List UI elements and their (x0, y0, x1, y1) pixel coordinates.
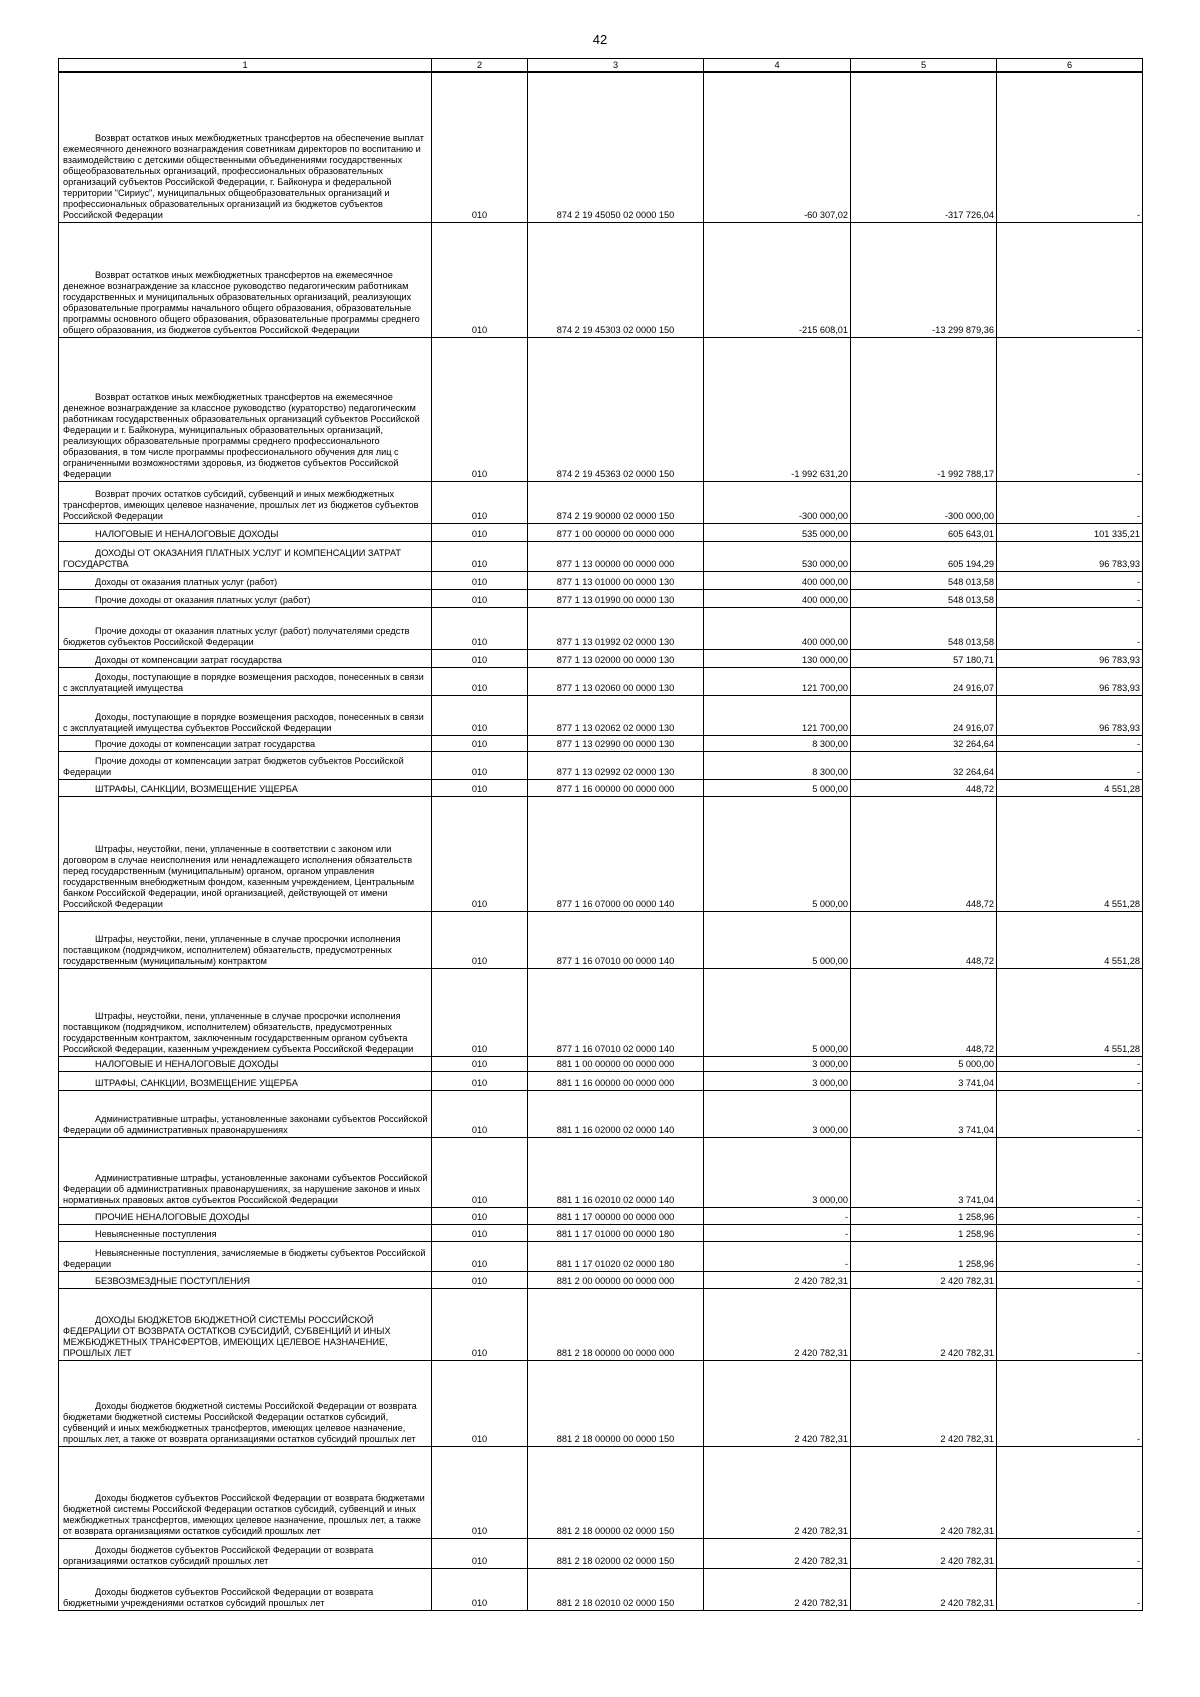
row-value-col4: 3 000,00 (704, 1137, 851, 1207)
row-value-col6: - (997, 571, 1143, 589)
row-value-col4: 2 420 782,31 (704, 1446, 851, 1538)
row-line-code: 010 (432, 523, 528, 541)
column-header-6: 6 (997, 59, 1143, 73)
row-value-col6: - (997, 222, 1143, 337)
row-budget-code: 881 1 17 01000 00 0000 180 (528, 1224, 704, 1241)
row-budget-code: 881 1 17 00000 00 0000 000 (528, 1207, 704, 1224)
row-value-col4: 2 420 782,31 (704, 1288, 851, 1360)
row-description: Доходы бюджетов субъектов Российской Федерации от возврата организациями остатков субсидий прошлых лет (59, 1538, 432, 1568)
row-description: ДОХОДЫ БЮДЖЕТОВ БЮДЖЕТНОЙ СИСТЕМЫ РОССИЙСКОЙ ФЕДЕРАЦИИ ОТ ВОЗВРАТА ОСТАТКОВ СУБСИДИЙ, СУБВЕНЦИЙ И ИНЫХ МЕЖБЮДЖЕТНЫХ ТРАНСФЕРТОВ, ИМЕЮЩИХ ЦЕЛЕВОЕ НАЗНАЧЕНИЕ, ПРОШЛЫХ ЛЕТ (59, 1288, 432, 1360)
row-value-col5: 605 643,01 (851, 523, 997, 541)
row-line-code: 010 (432, 911, 528, 968)
row-line-code: 010 (432, 968, 528, 1056)
row-value-col5: 2 420 782,31 (851, 1538, 997, 1568)
table-row (59, 779, 1143, 796)
table-row (59, 751, 1143, 779)
row-value-col4: 400 000,00 (704, 607, 851, 649)
row-line-code: 010 (432, 337, 528, 481)
row-value-col6: 4 551,28 (997, 779, 1143, 796)
row-value-col5: 1 258,96 (851, 1241, 997, 1271)
row-description: Прочие доходы от компенсации затрат государства (59, 735, 432, 751)
row-budget-code: 881 1 16 02000 02 0000 140 (528, 1090, 704, 1137)
table-row (59, 735, 1143, 751)
row-line-code: 010 (432, 1071, 528, 1090)
table-row (59, 589, 1143, 607)
row-value-col5: 448,72 (851, 968, 997, 1056)
row-budget-code: 877 1 16 07000 00 0000 140 (528, 796, 704, 911)
row-description: Доходы от оказания платных услуг (работ) (59, 571, 432, 589)
row-budget-code: 881 1 00 00000 00 0000 000 (528, 1056, 704, 1071)
row-value-col4: 400 000,00 (704, 571, 851, 589)
row-description: ПРОЧИЕ НЕНАЛОГОВЫЕ ДОХОДЫ (59, 1207, 432, 1224)
row-budget-code: 881 1 16 02010 02 0000 140 (528, 1137, 704, 1207)
row-description: Доходы, поступающие в порядке возмещения расходов, понесенных в связи с эксплуатацией имущества (59, 667, 432, 695)
row-budget-code: 877 1 16 00000 00 0000 000 (528, 779, 704, 796)
row-line-code: 010 (432, 1224, 528, 1241)
row-description: НАЛОГОВЫЕ И НЕНАЛОГОВЫЕ ДОХОДЫ (59, 523, 432, 541)
row-description: ШТРАФЫ, САНКЦИИ, ВОЗМЕЩЕНИЕ УЩЕРБА (59, 1071, 432, 1090)
table-row (59, 523, 1143, 541)
row-value-col5: 548 013,58 (851, 607, 997, 649)
row-budget-code: 874 2 19 45303 02 0000 150 (528, 222, 704, 337)
row-value-col6: - (997, 1071, 1143, 1090)
table-row (59, 1056, 1143, 1071)
row-description: Прочие доходы от оказания платных услуг (работ) (59, 589, 432, 607)
row-line-code: 010 (432, 481, 528, 523)
row-value-col6: - (997, 1224, 1143, 1241)
row-value-col4: 5 000,00 (704, 911, 851, 968)
row-value-col5: -300 000,00 (851, 481, 997, 523)
table-row (59, 337, 1143, 481)
table-row (59, 1241, 1143, 1271)
row-value-col6: - (997, 1538, 1143, 1568)
row-value-col5: 2 420 782,31 (851, 1288, 997, 1360)
row-value-col5: 1 258,96 (851, 1224, 997, 1241)
row-description: Доходы бюджетов бюджетной системы Российской Федерации от возврата бюджетами бюджетной системы Российской Федерации остатков субсидий, субвенций и иных межбюджетных трансфертов, имеющих целевое назначение, прошлых лет, а также от возврата организациями остатков субсидий прошлых лет (59, 1360, 432, 1446)
row-value-col5: 2 420 782,31 (851, 1446, 997, 1538)
table-row (59, 1360, 1143, 1446)
row-value-col6: 96 783,93 (997, 649, 1143, 667)
table-row (59, 1207, 1143, 1224)
row-description: Невыясненные поступления (59, 1224, 432, 1241)
row-budget-code: 874 2 19 45363 02 0000 150 (528, 337, 704, 481)
row-line-code: 010 (432, 1288, 528, 1360)
row-description: Штрафы, неустойки, пени, уплаченные в случае просрочки исполнения поставщиком (подрядчиком, исполнителем) обязательств, предусмотренных государственным (муниципальным) контрактом (59, 911, 432, 968)
table-row (59, 796, 1143, 911)
row-line-code: 010 (432, 589, 528, 607)
row-line-code: 010 (432, 541, 528, 571)
table-row (59, 607, 1143, 649)
table-row (59, 1090, 1143, 1137)
header-row (59, 59, 1143, 73)
row-value-col4: 5 000,00 (704, 796, 851, 911)
row-value-col5: 3 741,04 (851, 1090, 997, 1137)
row-value-col5: -1 992 788,17 (851, 337, 997, 481)
row-line-code: 010 (432, 72, 528, 222)
table-row (59, 1071, 1143, 1090)
row-value-col6: - (997, 1288, 1143, 1360)
row-value-col5: 32 264,64 (851, 751, 997, 779)
row-value-col6: - (997, 751, 1143, 779)
row-description: Административные штрафы, установленные законами субъектов Российской Федерации об административных правонарушениях (59, 1090, 432, 1137)
column-header-5: 5 (851, 59, 997, 73)
row-value-col6: - (997, 1568, 1143, 1610)
row-budget-code: 877 1 13 01992 02 0000 130 (528, 607, 704, 649)
row-value-col6: - (997, 1360, 1143, 1446)
row-value-col6: - (997, 1241, 1143, 1271)
row-value-col6: 4 551,28 (997, 911, 1143, 968)
row-value-col5: 24 916,07 (851, 667, 997, 695)
row-budget-code: 881 1 17 01020 02 0000 180 (528, 1241, 704, 1271)
row-value-col6: 101 335,21 (997, 523, 1143, 541)
table-row (59, 911, 1143, 968)
table-row (59, 1288, 1143, 1360)
row-budget-code: 874 2 19 45050 02 0000 150 (528, 72, 704, 222)
column-header-1: 1 (59, 59, 432, 73)
row-value-col5: 448,72 (851, 911, 997, 968)
table-row (59, 72, 1143, 222)
row-line-code: 010 (432, 571, 528, 589)
table-row (59, 1224, 1143, 1241)
row-value-col5: 24 916,07 (851, 695, 997, 735)
row-budget-code: 877 1 13 02990 00 0000 130 (528, 735, 704, 751)
report-table (58, 58, 1143, 1611)
row-line-code: 010 (432, 695, 528, 735)
table-header (59, 59, 1143, 73)
row-value-col4: 121 700,00 (704, 667, 851, 695)
table-row (59, 968, 1143, 1056)
row-value-col6: - (997, 1446, 1143, 1538)
row-budget-code: 881 2 18 00000 02 0000 150 (528, 1446, 704, 1538)
row-value-col5: -317 726,04 (851, 72, 997, 222)
row-value-col5: 3 741,04 (851, 1137, 997, 1207)
row-budget-code: 881 2 18 02010 02 0000 150 (528, 1568, 704, 1610)
row-value-col6: 96 783,93 (997, 695, 1143, 735)
row-description: Доходы бюджетов субъектов Российской Федерации от возврата бюджетами бюджетной системы Российской Федерации остатков субсидий, субвенций и иных межбюджетных трансфертов, имеющих целевое назначение, прошлых лет, а также от возврата организациями остатков субсидий прошлых лет (59, 1446, 432, 1538)
row-value-col4: 3 000,00 (704, 1071, 851, 1090)
row-value-col4: 5 000,00 (704, 968, 851, 1056)
row-line-code: 010 (432, 1056, 528, 1071)
row-value-col4: 2 420 782,31 (704, 1360, 851, 1446)
row-value-col4: -215 608,01 (704, 222, 851, 337)
row-description: Административные штрафы, установленные законами субъектов Российской Федерации об административных правонарушениях, за нарушение законов и иных нормативных правовых актов субъектов Российской Федерации (59, 1137, 432, 1207)
row-budget-code: 877 1 16 07010 02 0000 140 (528, 968, 704, 1056)
row-value-col5: 605 194,29 (851, 541, 997, 571)
row-value-col6: - (997, 1090, 1143, 1137)
row-budget-code: 877 1 13 02000 00 0000 130 (528, 649, 704, 667)
row-value-col6: - (997, 481, 1143, 523)
row-value-col5: 57 180,71 (851, 649, 997, 667)
row-value-col4: 130 000,00 (704, 649, 851, 667)
row-value-col6: 96 783,93 (997, 541, 1143, 571)
row-line-code: 010 (432, 667, 528, 695)
row-budget-code: 881 2 18 00000 00 0000 150 (528, 1360, 704, 1446)
row-value-col5: 1 258,96 (851, 1207, 997, 1224)
table-row (59, 1538, 1143, 1568)
row-value-col6: - (997, 1056, 1143, 1071)
row-value-col4: - (704, 1241, 851, 1271)
row-budget-code: 877 1 13 00000 00 0000 000 (528, 541, 704, 571)
row-budget-code: 877 1 13 02992 02 0000 130 (528, 751, 704, 779)
table-row (59, 1271, 1143, 1288)
row-value-col5: 548 013,58 (851, 571, 997, 589)
row-line-code: 010 (432, 1090, 528, 1137)
table-row (59, 1568, 1143, 1610)
row-value-col4: 3 000,00 (704, 1056, 851, 1071)
row-description: ШТРАФЫ, САНКЦИИ, ВОЗМЕЩЕНИЕ УЩЕРБА (59, 779, 432, 796)
row-value-col4: - (704, 1224, 851, 1241)
row-value-col4: 2 420 782,31 (704, 1271, 851, 1288)
row-value-col5: 2 420 782,31 (851, 1360, 997, 1446)
row-description: Возврат прочих остатков субсидий, субвенций и иных межбюджетных трансфертов, имеющих целевое назначение, прошлых лет из бюджетов субъектов Российской Федерации (59, 481, 432, 523)
row-line-code: 010 (432, 751, 528, 779)
row-value-col6: - (997, 607, 1143, 649)
row-line-code: 010 (432, 607, 528, 649)
table-row (59, 649, 1143, 667)
row-value-col6: - (997, 337, 1143, 481)
row-budget-code: 881 2 18 02000 02 0000 150 (528, 1538, 704, 1568)
row-budget-code: 881 1 16 00000 00 0000 000 (528, 1071, 704, 1090)
row-value-col4: 5 000,00 (704, 779, 851, 796)
column-header-3: 3 (528, 59, 704, 73)
row-value-col5: -13 299 879,36 (851, 222, 997, 337)
row-line-code: 010 (432, 222, 528, 337)
row-description: Доходы бюджетов субъектов Российской Федерации от возврата бюджетными учреждениями остатков субсидий прошлых лет (59, 1568, 432, 1610)
row-value-col4: 8 300,00 (704, 735, 851, 751)
table-row (59, 695, 1143, 735)
row-budget-code: 877 1 13 02060 00 0000 130 (528, 667, 704, 695)
row-value-col4: -1 992 631,20 (704, 337, 851, 481)
row-budget-code: 877 1 13 01000 00 0000 130 (528, 571, 704, 589)
row-value-col5: 548 013,58 (851, 589, 997, 607)
row-value-col5: 32 264,64 (851, 735, 997, 751)
row-line-code: 010 (432, 1360, 528, 1446)
table-row (59, 571, 1143, 589)
row-value-col5: 448,72 (851, 796, 997, 911)
row-budget-code: 877 1 13 02062 02 0000 130 (528, 695, 704, 735)
row-line-code: 010 (432, 779, 528, 796)
row-budget-code: 874 2 19 90000 02 0000 150 (528, 481, 704, 523)
row-value-col6: - (997, 1207, 1143, 1224)
column-header-4: 4 (704, 59, 851, 73)
row-value-col5: 2 420 782,31 (851, 1271, 997, 1288)
row-description: Невыясненные поступления, зачисляемые в бюджеты субъектов Российской Федерации (59, 1241, 432, 1271)
row-value-col4: -60 307,02 (704, 72, 851, 222)
row-budget-code: 877 1 16 07010 00 0000 140 (528, 911, 704, 968)
row-description: Доходы, поступающие в порядке возмещения расходов, понесенных в связи с эксплуатацией имущества субъектов Российской Федерации (59, 695, 432, 735)
row-value-col6: 96 783,93 (997, 667, 1143, 695)
row-line-code: 010 (432, 649, 528, 667)
row-description: Доходы от компенсации затрат государства (59, 649, 432, 667)
row-value-col4: - (704, 1207, 851, 1224)
row-value-col6: - (997, 735, 1143, 751)
row-value-col6: - (997, 1271, 1143, 1288)
row-value-col4: 2 420 782,31 (704, 1538, 851, 1568)
row-value-col4: 3 000,00 (704, 1090, 851, 1137)
row-line-code: 010 (432, 1241, 528, 1271)
row-value-col4: 121 700,00 (704, 695, 851, 735)
row-line-code: 010 (432, 1137, 528, 1207)
row-value-col5: 5 000,00 (851, 1056, 997, 1071)
row-description: Возврат остатков иных межбюджетных трансфертов на ежемесячное денежное вознаграждение за классное руководство (кураторство) педагогическим работникам государственных образовательных организаций субъектов Российской Федерации и г. Байконура, муниципальных образовательных организаций, реализующих образовательные программы среднего профессионального образования, в том числе программы профессионального обучения для лиц с ограниченными возможностями здоровья, из бюджетов субъектов Российской Федерации (59, 337, 432, 481)
row-value-col6: - (997, 72, 1143, 222)
row-value-col6: - (997, 589, 1143, 607)
row-description: ДОХОДЫ ОТ ОКАЗАНИЯ ПЛАТНЫХ УСЛУГ И КОМПЕНСАЦИИ ЗАТРАТ ГОСУДАРСТВА (59, 541, 432, 571)
row-description: Прочие доходы от оказания платных услуг (работ) получателями средств бюджетов субъектов Российской Федерации (59, 607, 432, 649)
row-description: БЕЗВОЗМЕЗДНЫЕ ПОСТУПЛЕНИЯ (59, 1271, 432, 1288)
row-budget-code: 881 2 00 00000 00 0000 000 (528, 1271, 704, 1288)
table-row (59, 481, 1143, 523)
row-line-code: 010 (432, 1207, 528, 1224)
row-line-code: 010 (432, 1568, 528, 1610)
row-budget-code: 877 1 13 01990 00 0000 130 (528, 589, 704, 607)
row-value-col5: 448,72 (851, 779, 997, 796)
table-row (59, 1446, 1143, 1538)
row-line-code: 010 (432, 1271, 528, 1288)
row-line-code: 010 (432, 1538, 528, 1568)
row-value-col6: 4 551,28 (997, 968, 1143, 1056)
row-value-col5: 2 420 782,31 (851, 1568, 997, 1610)
column-header-2: 2 (432, 59, 528, 73)
row-value-col4: -300 000,00 (704, 481, 851, 523)
row-description: Возврат остатков иных межбюджетных трансфертов на ежемесячное денежное вознаграждение за классное руководство педагогическим работникам государственных и муниципальных образовательных организаций, реализующих образовательные программы начального общего образования, образовательные программы основного общего образования, образовательные программы среднего общего образования, из бюджетов субъектов Российской Федерации (59, 222, 432, 337)
row-description: Прочие доходы от компенсации затрат бюджетов субъектов Российской Федерации (59, 751, 432, 779)
row-description: Штрафы, неустойки, пени, уплаченные в случае просрочки исполнения поставщиком (подрядчиком, исполнителем) обязательств, предусмотренных государственным контрактом, заключенным государственным органом субъекта Российской Федерации, казенным учреждением субъекта Российской Федерации (59, 968, 432, 1056)
row-line-code: 010 (432, 735, 528, 751)
table-row (59, 222, 1143, 337)
table-body (59, 72, 1143, 1610)
row-line-code: 010 (432, 1446, 528, 1538)
row-line-code: 010 (432, 796, 528, 911)
row-value-col6: - (997, 1137, 1143, 1207)
table-row (59, 541, 1143, 571)
row-value-col5: 3 741,04 (851, 1071, 997, 1090)
row-value-col4: 400 000,00 (704, 589, 851, 607)
row-value-col4: 535 000,00 (704, 523, 851, 541)
row-value-col6: 4 551,28 (997, 796, 1143, 911)
row-description: Возврат остатков иных межбюджетных трансфертов на обеспечение выплат ежемесячного денежного вознаграждения советникам директоров по воспитанию и взаимодействию с детскими общественными объединениями государственных общеобразовательных организаций, профессиональных образовательных организаций субъектов Российской Федерации, г. Байконура и федеральной территории "Сириус", муниципальных общеобразовательных организаций и профессиональных образовательных организаций из бюджетов субъектов Российской Федерации (59, 72, 432, 222)
row-value-col4: 2 420 782,31 (704, 1568, 851, 1610)
page-number: 42 (592, 32, 608, 47)
row-value-col4: 530 000,00 (704, 541, 851, 571)
row-budget-code: 881 2 18 00000 00 0000 000 (528, 1288, 704, 1360)
row-value-col4: 8 300,00 (704, 751, 851, 779)
row-description: НАЛОГОВЫЕ И НЕНАЛОГОВЫЕ ДОХОДЫ (59, 1056, 432, 1071)
row-budget-code: 877 1 00 00000 00 0000 000 (528, 523, 704, 541)
table-row (59, 667, 1143, 695)
table-row (59, 1137, 1143, 1207)
row-description: Штрафы, неустойки, пени, уплаченные в соответствии с законом или договором в случае неисполнения или ненадлежащего исполнения обязательств перед государственным (муниципальным) органом, органом управления государственным внебюджетным фондом, казенным учреждением, Центральным банком Российской Федерации, иной организацией, действующей от имени Российской Федерации (59, 796, 432, 911)
